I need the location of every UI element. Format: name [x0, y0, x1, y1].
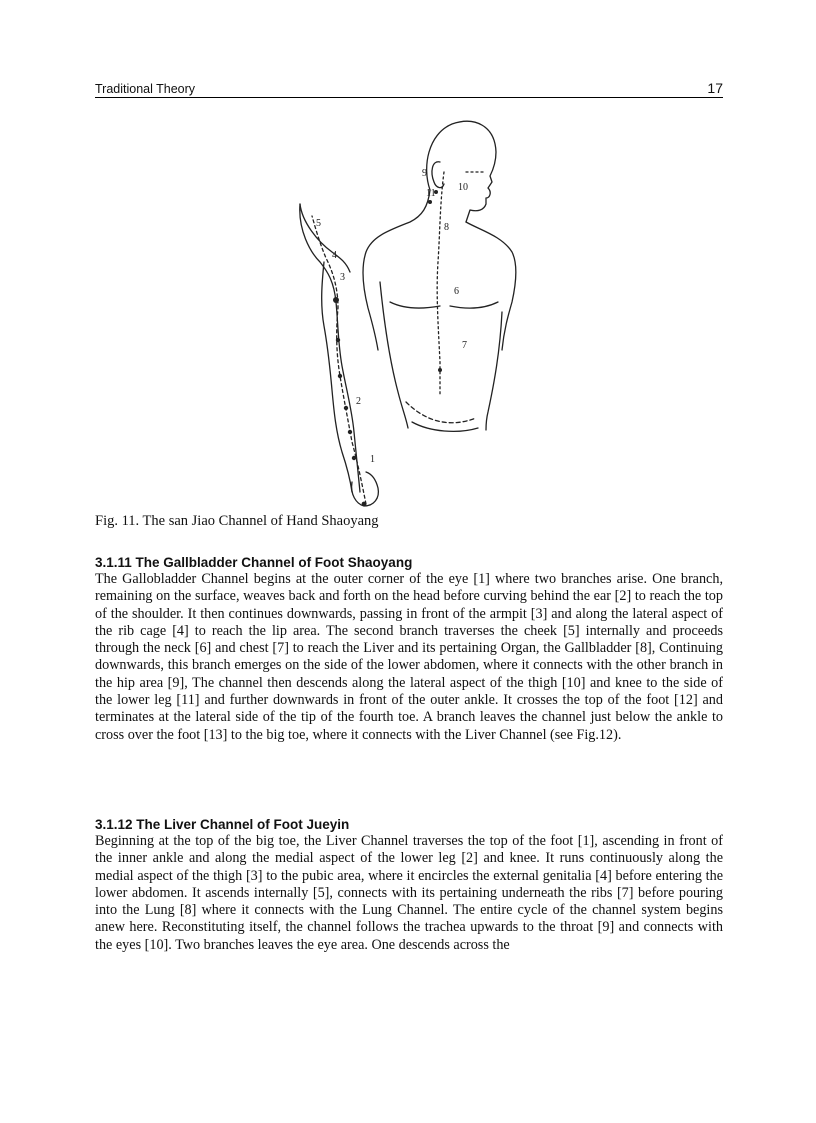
- chest-left: [390, 302, 440, 308]
- figure-caption: Fig. 11. The san Jiao Channel of Hand Shaoyang: [95, 513, 379, 529]
- section-body: Beginning at the top of the big toe, the Liver Channel traverses the top of the foot [1], ascending in front of the inner ankle and along the medial aspect of the lower leg [2] and knee. It runs continuously along the medial aspect of the thigh [3] to the pubic area, where it encircles the external genitalia [4] before entering the lower abdomen. It ascends internally [5], connects with its pertaining underneath the ribs [7] before pouring into the Lung [8] where it connects with the Lung Channel. The entire cycle of the channel system begins anew here. Reconstituting itself, the channel follows the trachea upwards to the throat [9] and connects with the eyes [10]. Two branches leaves the eye area. One descends across the: [95, 833, 723, 953]
- hip-line: [406, 402, 476, 423]
- point-label: 11: [426, 188, 436, 199]
- point-label: 3: [340, 272, 345, 283]
- channel-figure: [280, 112, 540, 512]
- section-liver-channel: [95, 816, 723, 954]
- neck-shoulder-right: [466, 222, 516, 350]
- point-label: 10: [458, 182, 468, 193]
- running-head: [95, 80, 723, 98]
- point-label: 6: [454, 286, 459, 297]
- channel-torso: [437, 172, 444, 394]
- head-outline: [427, 121, 496, 222]
- shoulder-cap: [300, 204, 350, 272]
- section-body: The Gallobladder Channel begins at the outer corner of the eye [1] where two branches arise. One branch, remaining on the surface, weaves back and forth on the head before curving behind the ear [2] to reach the top of the shoulder. It then continues downwards, passing in front of the armpit [3] and along the lateral aspect of the rib cage [4] to reach the lip area. The second branch traverses the cheek [5] internally and proceeds through the neck [6] and chest [7] to reach the Liver and its pertaining Organ, the Gallbladder [8], Continuing downwards, this branch emerges on the side of the lower abdomen, where it connects with the other branch in the hip area [9], The channel then descends along the lateral aspect of the thigh [10] and knee to the side of the lower leg [11] and further downwards in front of the outer ankle. It crosses the top of the foot [12] and terminates at the lateral side of the tip of the fourth toe. A branch leaves the channel just below the ankle to cross over the foot [13] to the big toe, where it connects with the Liver Channel (see Fig.12).: [95, 571, 723, 743]
- point-label: 4: [332, 250, 337, 261]
- point-label: 7: [462, 340, 467, 351]
- point-label: 8: [444, 222, 449, 233]
- point-label-group: [316, 168, 468, 465]
- point-label: 5: [316, 218, 321, 229]
- running-head-title: Traditional Theory: [95, 82, 196, 96]
- hip-lower: [412, 422, 478, 431]
- point-label: 9: [422, 168, 427, 179]
- channel-arm: [312, 216, 366, 504]
- section-heading: 3.1.11 The Gallbladder Channel of Foot Shaoyang: [95, 555, 413, 570]
- arm-outer: [300, 204, 360, 492]
- point-label: 2: [356, 396, 361, 407]
- section-gallbladder-channel: [95, 554, 723, 744]
- acupoint-dots: [333, 190, 442, 506]
- chest-right: [450, 302, 498, 308]
- point-label: 1: [370, 454, 375, 465]
- neck-shoulder-left: [363, 190, 430, 350]
- channel-illustration: [280, 112, 540, 512]
- section-heading: 3.1.12 The Liver Channel of Foot Jueyin: [95, 817, 350, 832]
- page-number: 17: [707, 80, 723, 96]
- torso-right: [486, 312, 502, 430]
